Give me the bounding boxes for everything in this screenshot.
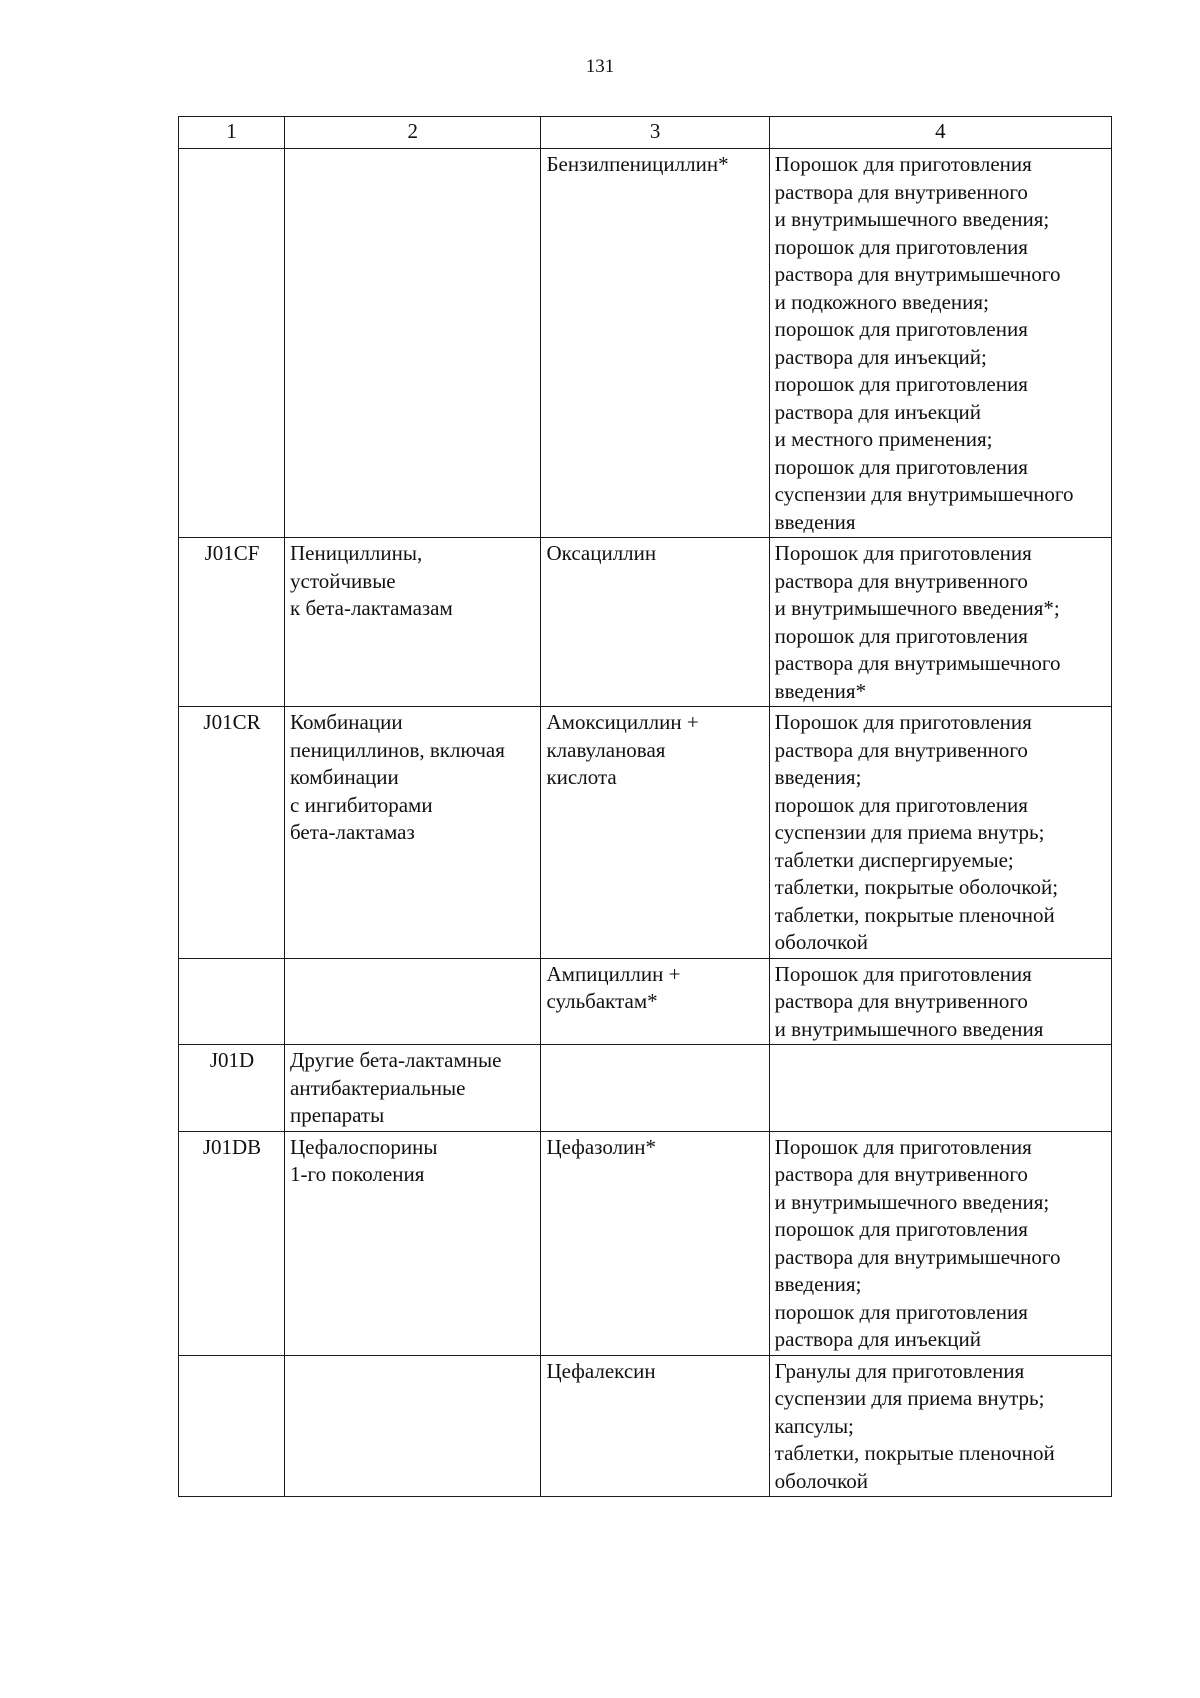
dosage-forms-cell: [769, 149, 1111, 538]
table-row: [179, 1131, 1112, 1355]
cell-text-line: раствора для инъекций: [774, 399, 981, 424]
column-header-4: 4: [769, 117, 1111, 149]
drug-table-body: [179, 117, 1112, 1497]
cell-text-line: капсулы;: [774, 1413, 854, 1438]
cell-text-line: порошок для приготовления: [774, 234, 1028, 259]
cell-text-line: введения*: [774, 678, 867, 703]
cell-text-line: суспензии для внутримышечного: [774, 482, 1074, 506]
cell-text-line: раствора для инъекций: [774, 1327, 981, 1351]
cell-text-line: препараты: [290, 1103, 385, 1127]
cell-text-line: бета-лактамаз: [290, 820, 415, 844]
cell-text-line: оболочкой: [774, 1468, 868, 1493]
dosage-forms-cell: [769, 538, 1111, 707]
cell-text-line: Порошок для приготовления: [774, 152, 1032, 176]
cell-text-line: раствора для внутривенного: [774, 568, 1028, 593]
cell-text-line: таблетки диспергируемые;: [774, 847, 1014, 872]
drug-name-cell: [541, 707, 769, 959]
atc-group-cell: [285, 1045, 541, 1132]
table-row: [179, 149, 1112, 538]
cell-text-line: порошок для приготовления: [774, 317, 1028, 341]
cell-text-line: Пенициллины,: [290, 541, 423, 565]
cell-text-line: Другие бета-лактамные: [290, 1048, 502, 1072]
atc-group-cell: [285, 1355, 541, 1497]
cell-text-line: раствора для внутривенного: [774, 989, 1028, 1013]
cell-text-line: Порошок для приготовления: [774, 710, 1032, 734]
cell-text-line: и внутримышечного введения;: [774, 1189, 1050, 1214]
drug-name-cell: [541, 1355, 769, 1497]
drug-name-cell: [541, 538, 769, 707]
cell-text-line: введения;: [774, 765, 862, 789]
atc-group-cell: [285, 958, 541, 1045]
cell-text-line: порошок для приготовления: [774, 1217, 1028, 1241]
dosage-forms-cell: [769, 958, 1111, 1045]
column-header-3: 3: [541, 117, 769, 149]
cell-text-line: таблетки, покрытые оболочкой;: [774, 875, 1059, 899]
drug-name-cell: [541, 149, 769, 538]
table-row: [179, 1355, 1112, 1497]
dosage-forms-cell: [769, 707, 1111, 959]
cell-text-line: устойчивые: [290, 568, 396, 593]
table-row: [179, 1045, 1112, 1132]
atc-code-cell: [179, 1355, 285, 1497]
cell-text-line: и подкожного введения;: [774, 289, 989, 314]
atc-code-cell: [179, 149, 285, 538]
cell-text-line: пенициллинов, включая: [290, 737, 505, 762]
cell-text-line: Комбинации: [290, 710, 403, 734]
cell-text-line: раствора для внутримышечного: [774, 1244, 1061, 1269]
atc-code-cell: [179, 958, 285, 1045]
cell-text-line: кислота: [546, 765, 617, 789]
cell-text-line: Порошок для приготовления: [774, 541, 1032, 565]
cell-text-line: раствора для внутривенного: [774, 737, 1028, 762]
atc-code-cell: J01CR: [179, 707, 285, 959]
cell-text-line: и внутримышечного введения*;: [774, 596, 1060, 620]
cell-text-line: к бета-лактамазам: [290, 596, 453, 620]
cell-text-line: и внутримышечного введения: [774, 1016, 1044, 1041]
atc-group-cell: [285, 149, 541, 538]
drug-name-cell: [541, 1045, 769, 1132]
cell-text-line: Гранулы для приготовления: [774, 1358, 1025, 1383]
table-row: [179, 538, 1112, 707]
cell-text-line: порошок для приготовления: [774, 623, 1028, 648]
cell-text-line: суспензии для приема внутрь;: [774, 1386, 1045, 1410]
table-header-row: [179, 117, 1112, 149]
atc-code-cell: J01DB: [179, 1131, 285, 1355]
cell-text-line: комбинации: [290, 765, 399, 789]
drug-name-cell: [541, 1131, 769, 1355]
table-row: [179, 958, 1112, 1045]
cell-text-line: раствора для инъекций;: [774, 344, 987, 369]
table-row: [179, 707, 1112, 959]
cell-text-line: клавулановая: [546, 737, 666, 762]
cell-text-line: порошок для приготовления: [774, 454, 1028, 479]
cell-text-line: Оксациллин: [546, 541, 657, 565]
atc-group-cell: [285, 707, 541, 959]
cell-text-line: Цефалексин: [546, 1358, 656, 1383]
cell-text-line: раствора для внутривенного: [774, 179, 1028, 204]
cell-text-line: введения: [774, 509, 856, 534]
cell-text-line: таблетки, покрытые пленочной: [774, 1441, 1055, 1465]
dosage-forms-cell: [769, 1355, 1111, 1497]
cell-text-line: сульбактам*: [546, 989, 658, 1013]
atc-code-cell: J01CF: [179, 538, 285, 707]
cell-text-line: антибактериальные: [290, 1075, 466, 1100]
cell-text-line: Цефазолин*: [546, 1134, 657, 1159]
cell-text-line: раствора для внутримышечного: [774, 651, 1061, 675]
cell-text-line: Амоксициллин +: [546, 710, 699, 734]
drug-table: [178, 116, 1112, 1497]
dosage-forms-cell: [769, 1045, 1111, 1132]
cell-text-line: Цефалоспорины: [290, 1134, 438, 1159]
cell-text-line: 1-го поколения: [290, 1162, 425, 1186]
cell-text-line: порошок для приготовления: [774, 792, 1028, 817]
cell-text-line: введения;: [774, 1272, 862, 1296]
drug-name-cell: [541, 958, 769, 1045]
cell-text-line: порошок для приготовления: [774, 372, 1028, 396]
cell-text-line: раствора для внутривенного: [774, 1162, 1028, 1186]
atc-group-cell: [285, 1131, 541, 1355]
dosage-forms-cell: [769, 1131, 1111, 1355]
cell-text-line: таблетки, покрытые пленочной: [774, 902, 1055, 927]
page-number: 131: [585, 56, 615, 77]
cell-text-line: Бензилпенициллин*: [546, 152, 729, 176]
cell-text-line: Ампициллин +: [546, 961, 681, 986]
column-header-1: 1: [179, 117, 285, 149]
cell-text-line: Порошок для приготовления: [774, 1134, 1032, 1159]
cell-text-line: и внутримышечного введения;: [774, 207, 1050, 231]
cell-text-line: и местного применения;: [774, 427, 993, 451]
atc-code-cell: J01D: [179, 1045, 285, 1132]
cell-text-line: раствора для внутримышечного: [774, 262, 1061, 286]
column-header-2: 2: [285, 117, 541, 149]
atc-group-cell: [285, 538, 541, 707]
cell-text-line: оболочкой: [774, 930, 868, 954]
cell-text-line: с ингибиторами: [290, 792, 433, 817]
cell-text-line: суспензии для приема внутрь;: [774, 820, 1045, 844]
cell-text-line: порошок для приготовления: [774, 1299, 1028, 1324]
cell-text-line: Порошок для приготовления: [774, 961, 1032, 986]
